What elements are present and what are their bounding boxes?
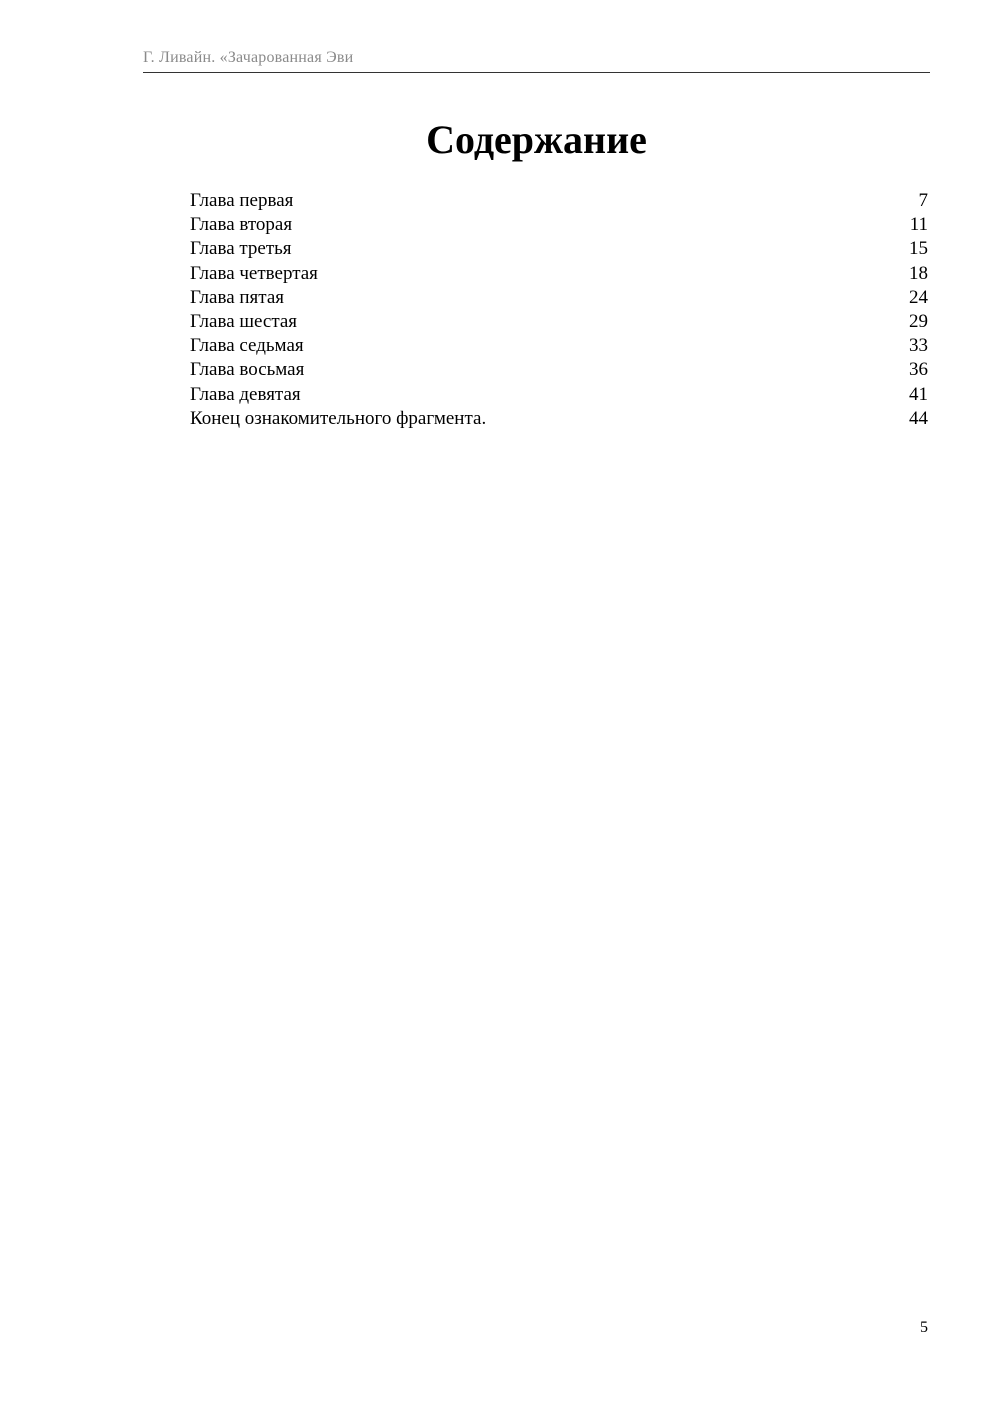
toc-entry-page: 33 <box>909 335 928 357</box>
toc-entry[interactable] <box>190 262 930 286</box>
toc-entry-title: Глава пятая <box>190 286 284 308</box>
toc-entry[interactable] <box>190 237 930 261</box>
toc-entry-page: 41 <box>909 383 928 405</box>
toc-entry-title: Глава девятая <box>190 383 301 405</box>
toc-entry-page: 29 <box>909 310 928 332</box>
toc-entry-page: 44 <box>909 407 928 429</box>
running-header-title: Г. Ливайн. «Зачарованная Эви <box>143 49 354 66</box>
toc-entry[interactable] <box>190 286 930 310</box>
page-title: Содержание <box>426 117 647 162</box>
toc-entry[interactable] <box>190 358 930 382</box>
toc-entry-title: Глава четвертая <box>190 262 318 284</box>
toc-entry[interactable] <box>190 407 930 431</box>
toc-entry-page: 15 <box>909 238 928 260</box>
toc-entry-title: Глава седьмая <box>190 335 304 357</box>
toc-entry-page: 36 <box>909 359 928 381</box>
toc-entry[interactable] <box>190 334 930 358</box>
toc-entry[interactable] <box>190 310 930 334</box>
toc-entry-page: 7 <box>918 190 928 211</box>
toc-entry-page: 18 <box>909 262 928 284</box>
toc-entry-title: Конец ознакомительного фрагмента. <box>190 407 487 429</box>
toc-entry-title: Глава вторая <box>190 214 293 236</box>
toc-entry[interactable] <box>190 189 930 213</box>
table-of-contents <box>190 189 930 431</box>
running-header <box>143 48 930 73</box>
toc-entry[interactable] <box>190 213 930 237</box>
page-number: 5 <box>920 1319 928 1336</box>
toc-entry-page: 24 <box>909 286 928 308</box>
toc-entry-title: Глава первая <box>190 190 294 211</box>
toc-entry-page: 11 <box>909 214 928 236</box>
toc-entry[interactable] <box>190 383 930 407</box>
toc-entry-title: Глава третья <box>190 238 292 260</box>
toc-entry-title: Глава восьмая <box>190 359 305 381</box>
toc-entry-title: Глава шестая <box>190 310 298 332</box>
